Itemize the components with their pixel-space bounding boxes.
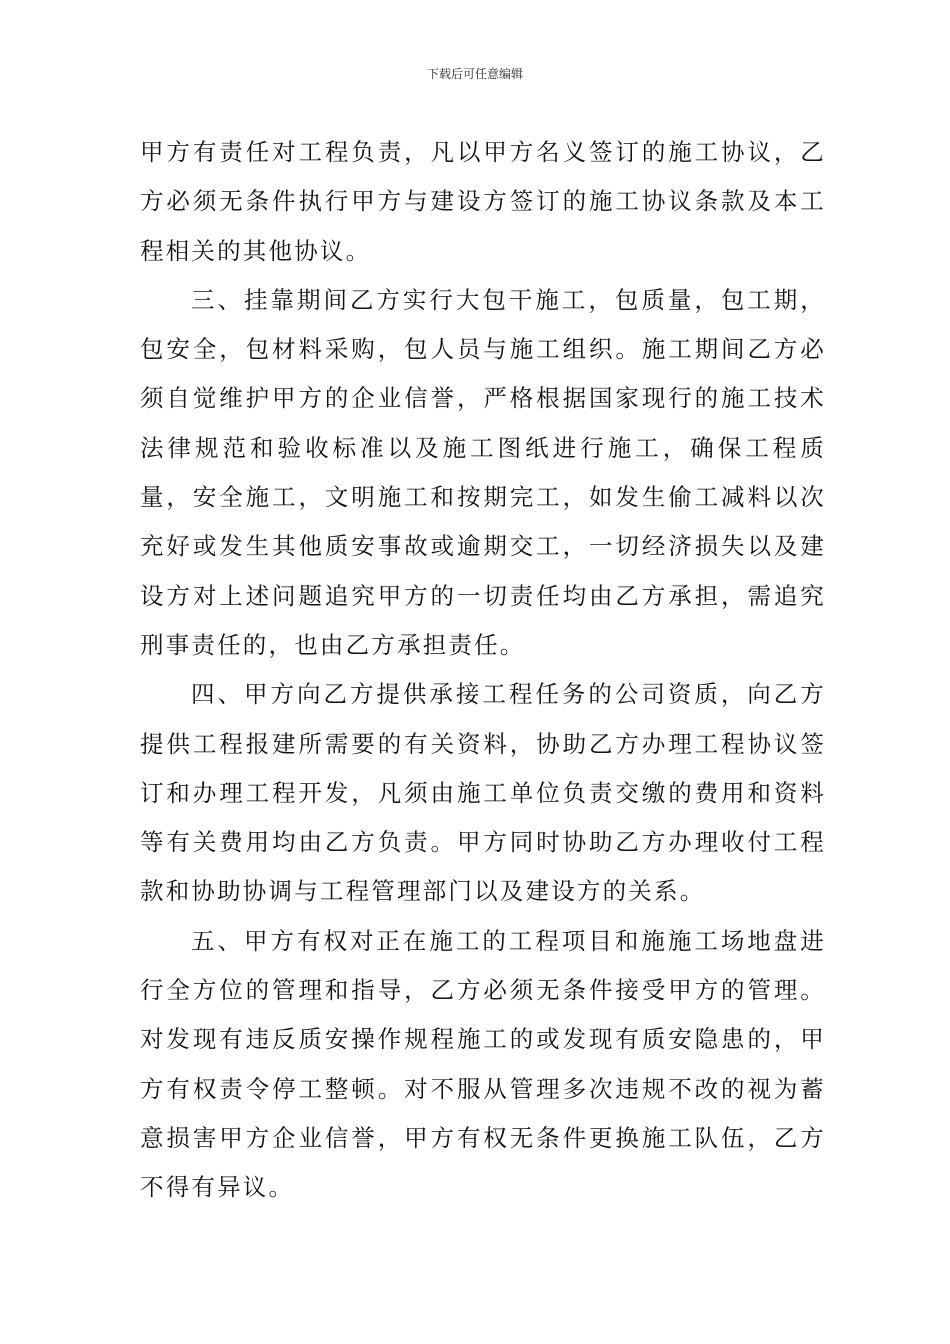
paragraph-clause-4: 四、甲方向乙方提供承接工程任务的公司资质，向乙方提供工程报建所需要的有关资料，协助乙方办理工程协议签订和办理工程开发，凡须由施工单位负责交缴的费用和资料等有关费用均由乙方负责。甲方同时协助乙方办理收付工程款和协助协调与工程管理部门以及建设方的关系。 — [140, 680, 826, 906]
paragraph-clause-5: 五、甲方有权对正在施工的工程项目和施施工场地盘进行全方位的管理和指导，乙方必须无条件接受甲方的管理。对发现有违反质安操作规程施工的或发现有质安隐患的，甲方有权责令停工整顿。对不服从管理多次违规不改的视为蓄意损害甲方企业信誉，甲方有权无条件更换施工队伍，乙方不得有异议。 — [140, 926, 826, 1202]
document-body — [140, 128, 826, 1213]
page-header-note: 下载后可任意编辑 — [426, 67, 523, 81]
paragraph-clause-3: 三、挂靠期间乙方实行大包干施工，包质量，包工期，包安全，包材料采购，包人员与施工组织。施工期间乙方必须自觉维护甲方的企业信誉，严格根据国家现行的施工技术法律规范和验收标准以及施工图纸进行施工，确保工程质量，安全施工，文明施工和按期完工，如发生偷工减料以次充好或发生其他质安事故或逾期交工，一切经济损失以及建设方对上述问题追究甲方的一切责任均由乙方承担，需追究刑事责任的，也由乙方承担责任。 — [140, 285, 826, 659]
paragraph-continuation: 甲方有责任对工程负责，凡以甲方名义签订的施工协议，乙方必须无条件执行甲方与建设方签订的施工协议条款及本工程相关的其他协议。 — [140, 138, 826, 265]
